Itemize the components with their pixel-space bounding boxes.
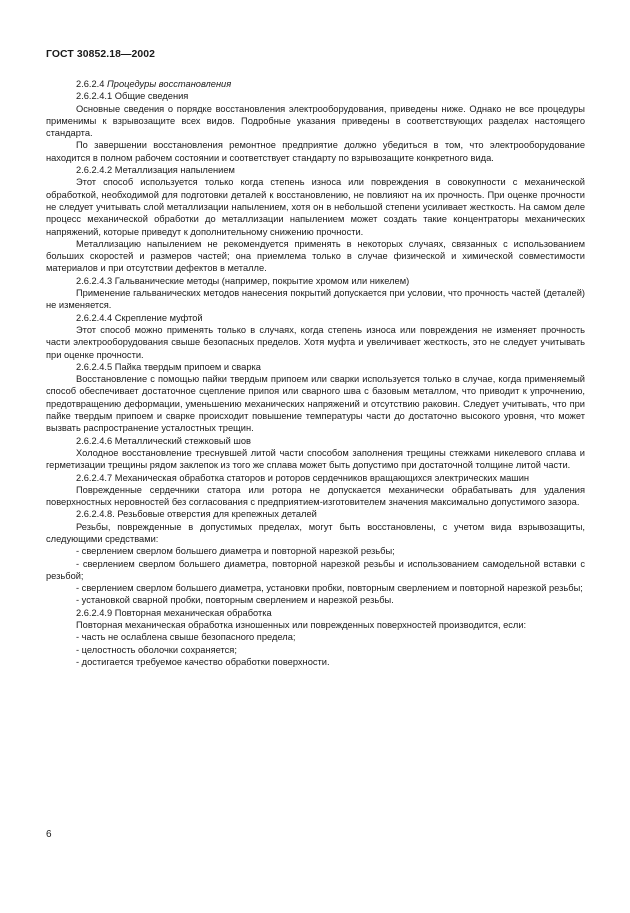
list-item: - установкой сварной пробки, повторным сверлением и нарезкой резьбы. [76, 595, 394, 606]
subsection-heading: 2.6.2.4.4 Скрепление муфтой [76, 312, 203, 323]
paragraph: Повторная механическая обработка изношенных или поврежденных поверхностей производится, если: [76, 620, 527, 631]
list-item: - сверлением сверлом большего диаметра, повторной нарезкой резьбы и использованием самодельной вставки с резьбой; [46, 558, 585, 581]
paragraph: Этот способ используется только когда степень износа или повреждения в совокупности с механической обработкой, необходимой для подготовки деталей к восстановлению, не повлияют на их прочность. При оценке прочности не следует учитывать слой металлизации напылением, хотя он в небольшой степени усиливает жесткость. На самом деле процесс механической обработки до металлизации напылением может создать такие концентраторы механических напряжений, которые приведут к дополнительному снижению прочности. [46, 177, 585, 237]
subsection-heading: 2.6.2.4.7 Механическая обработка статоров и роторов сердечников вращающихся электрических машин [76, 472, 530, 483]
subsection-heading: 2.6.2.4.5 Пайка твердым припоем и сварка [76, 361, 261, 372]
list-item: - часть не ослаблена свыше безопасного предела; [76, 632, 296, 643]
paragraph: Металлизацию напылением не рекомендуется применять в некоторых случаях, связанных с использованием больших скоростей и размеров частей; она приемлема только в случае физической и химической совместимости материалов и при отсутствии дефектов в металле. [46, 238, 585, 274]
subsection-heading: 2.6.2.4.9 Повторная механическая обработка [76, 607, 272, 618]
subsection-heading: 2.6.2.4.2 Металлизация напылением [76, 165, 235, 176]
subsection-heading: 2.6.2.4.8. Резьбовые отверстия для крепежных деталей [76, 509, 317, 520]
paragraph: Применение гальванических методов нанесения покрытий допускается при условии, что прочность частей (деталей) не изменяется. [46, 288, 585, 311]
section-title: Процедуры восстановления [107, 79, 232, 89]
section-number: 2.6.2.4 [76, 79, 105, 89]
list-item: - сверлением сверлом большего диаметра, установки пробки, повторным сверлением и повторной нарезкой резьбы; [76, 583, 583, 594]
paragraph: Холодное восстановление треснувшей литой части способом заполнения трещины стежками никелевого сплава и герметизации трещины рядом заклепок из того же сплава может быть допустимо при достаточной толщине литой части. [46, 447, 585, 471]
section-heading [46, 78, 585, 90]
list-item: - целостность оболочки сохраняется; [76, 644, 237, 655]
paragraph: По завершении восстановления ремонтное предприятие должно убедиться в том, что электрооборудование находится в полном рабочем состоянии и соответствует стандарту по взрывозащите конкретного вида. [46, 140, 585, 163]
document-body [46, 78, 585, 668]
list-item: - сверлением сверлом большего диаметра и повторной нарезкой резьбы; [76, 546, 395, 557]
list-item: - достигается требуемое качество обработки поверхности. [76, 656, 330, 667]
subsection-heading: 2.6.2.4.6 Металлический стежковый шов [76, 435, 251, 446]
subsection-heading: 2.6.2.4.3 Гальванические методы (например, покрытие хромом или никелем) [76, 275, 410, 286]
page-number: 6 [46, 829, 52, 840]
standard-header: ГОСТ 30852.18—2002 [46, 49, 155, 60]
paragraph: Резьбы, поврежденные в допустимых пределах, могут быть восстановлены, с учетом вида взрывозащиты, следующими средствами: [46, 521, 585, 544]
subsection-heading: 2.6.2.4.1 Общие сведения [76, 91, 189, 102]
paragraph: Восстановление с помощью пайки твердым припоем или сварки используется только в случае, когда применяемый способ обеспечивает достаточное сцепление припоя или сварного шва с базовым металлом, что приводит к упрочнению, предотвращению деформации, уменьшению механических напряжений и отсутствию раковин. Следует учитывать, что при пайке твердым припоем и сварке происходит повышение температуры части до достаточно высокого уровня, что может вызвать распространение усталостных трещин. [46, 374, 585, 434]
paragraph: Основные сведения о порядке восстановления электрооборудования, приведены ниже. Однако не все процедуры применимы к взрывозащите всех видов. Подробные указания приведены в соответствующих разделах настоящего стандарта. [46, 103, 585, 139]
paragraph: Поврежденные сердечники статора или ротора не допускается механически обрабатывать для удаления поверхностных неровностей без согласования с предприятием-изготовителем значения максимально допустимого зазора. [46, 484, 585, 508]
paragraph: Этот способ можно применять только в случаях, когда степень износа или повреждения не изменяет прочность части электрооборудования свыше безопасных пределов. Хотя муфта и увеличивает жесткость, это не следует учитывать при оценке прочности. [46, 324, 585, 360]
